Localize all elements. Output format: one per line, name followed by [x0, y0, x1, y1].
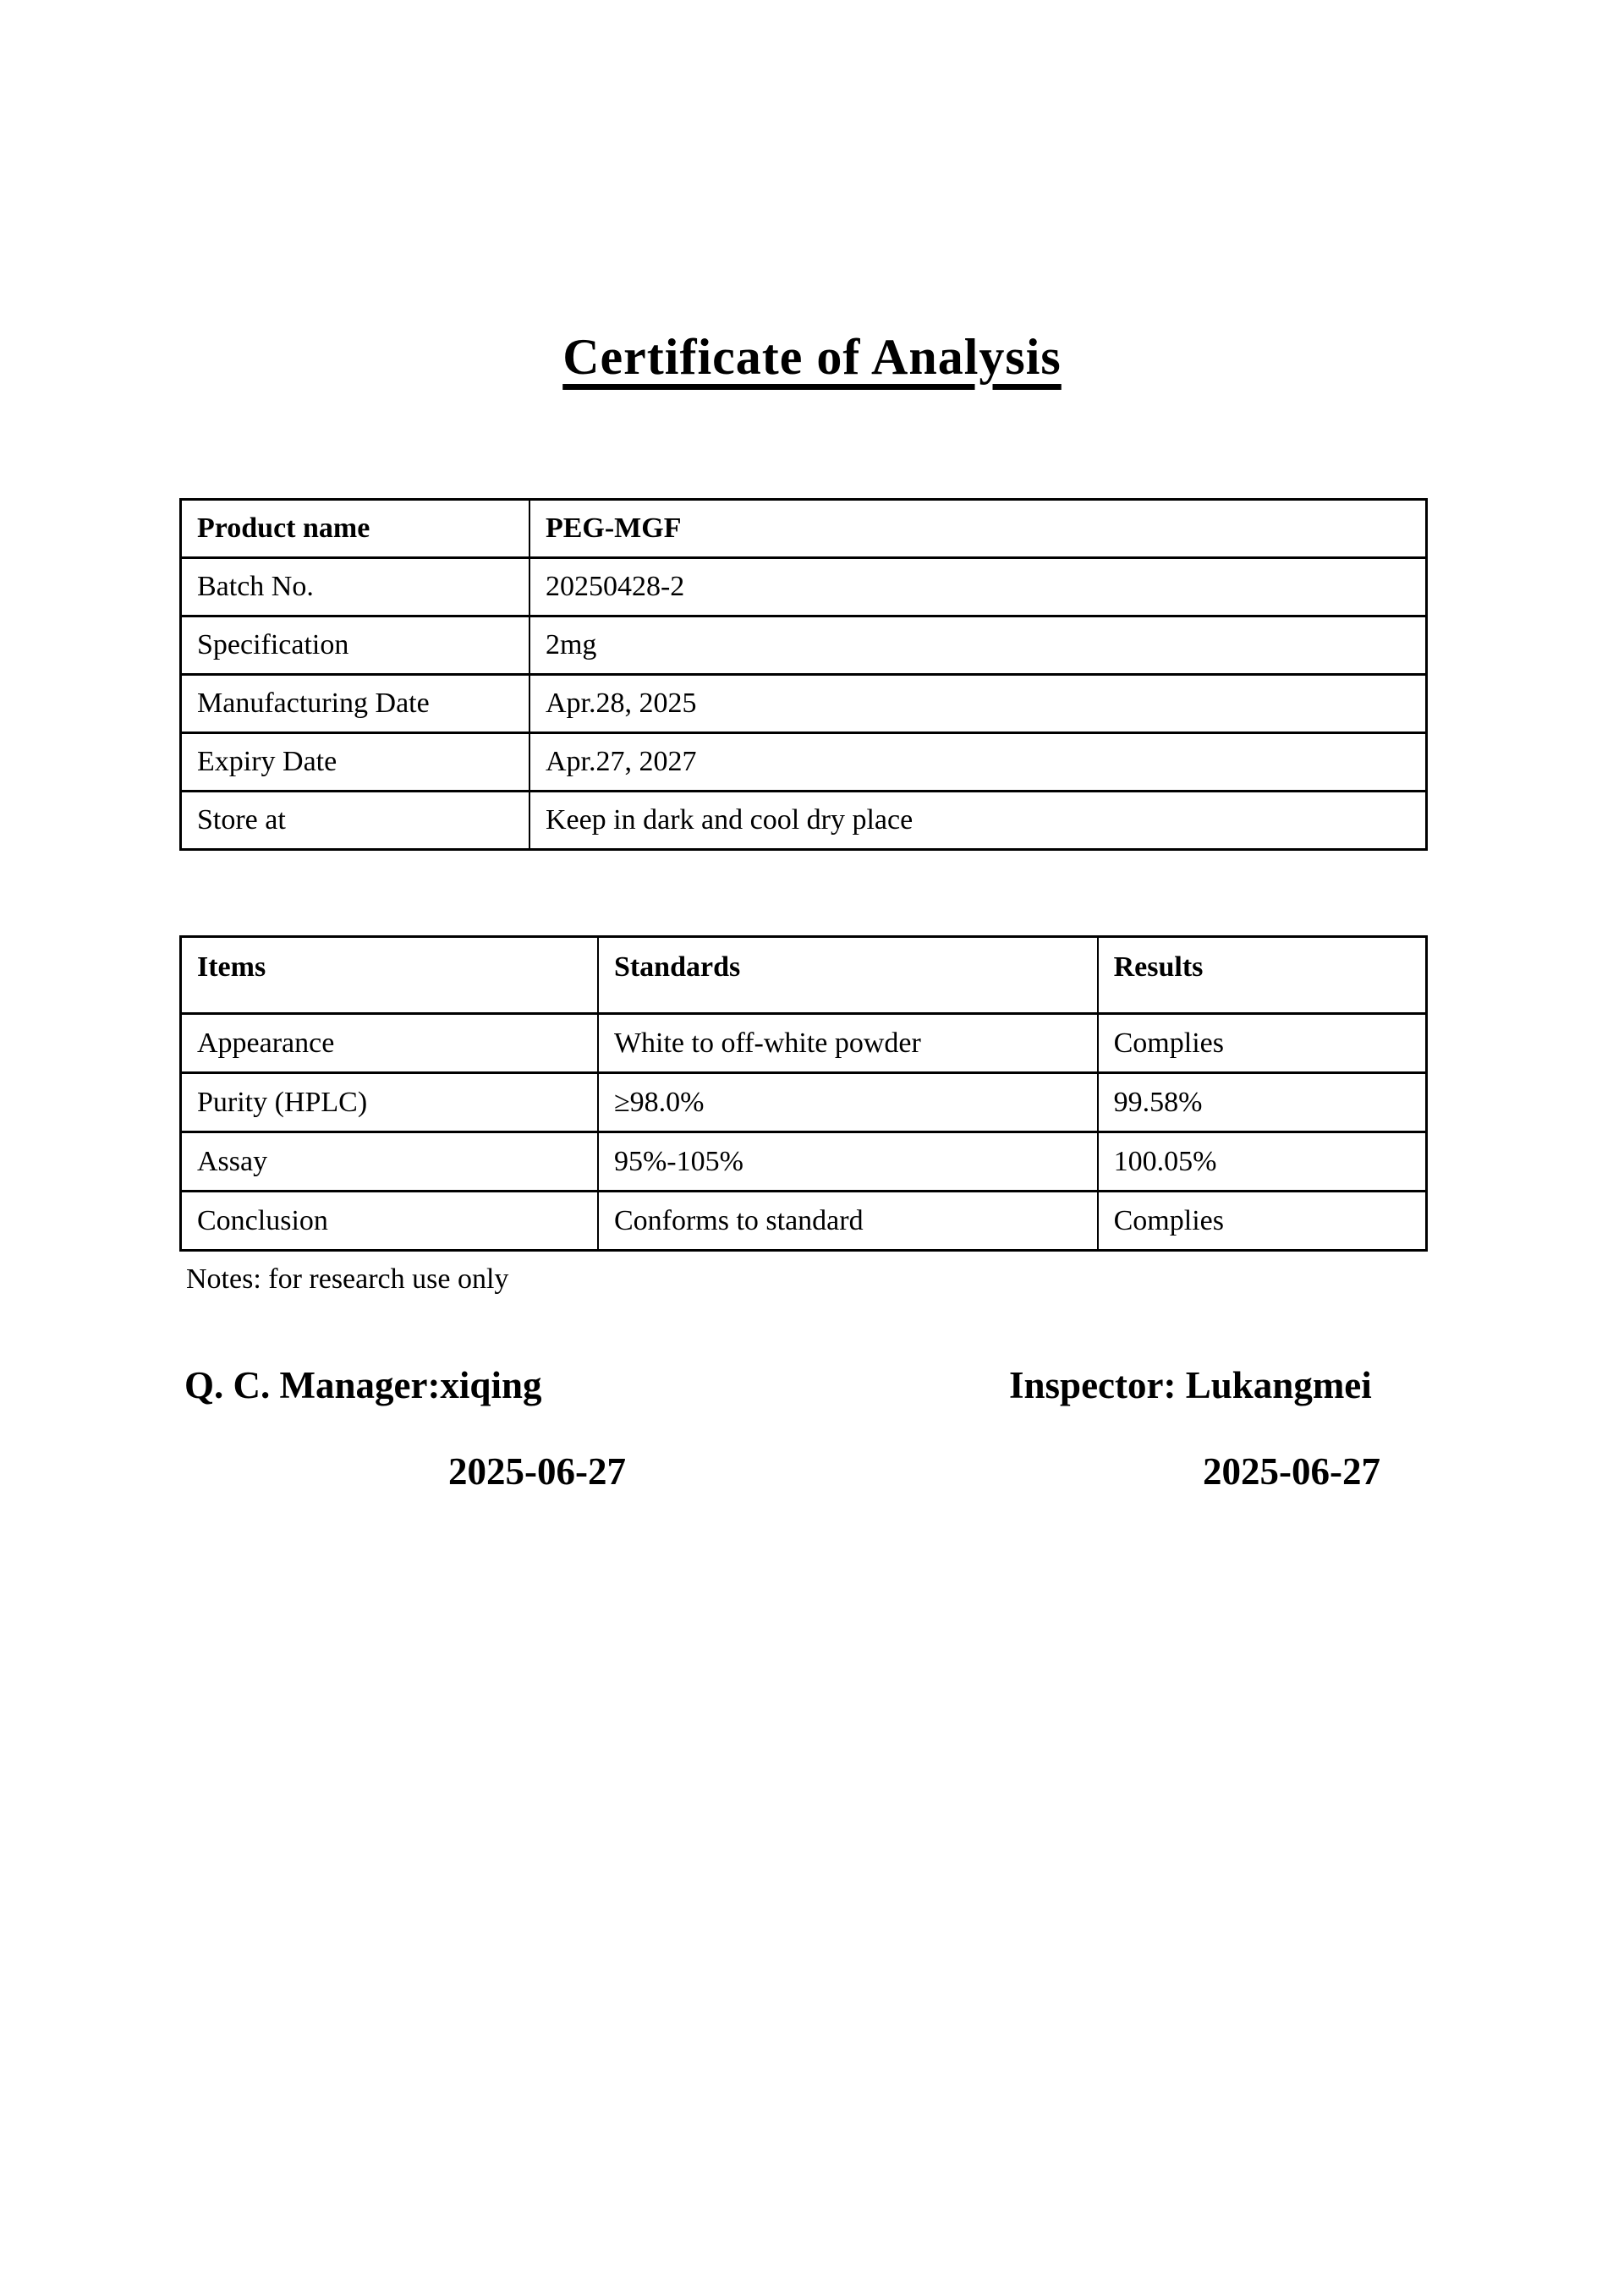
table-row — [181, 1014, 1427, 1073]
table-row — [181, 1192, 1427, 1251]
results-column-header: Results — [1098, 937, 1427, 1014]
table-row — [181, 675, 1427, 733]
specification-label: Specification — [181, 616, 529, 675]
inspector-date: 2025-06-27 — [1203, 1450, 1380, 1493]
conclusion-result: Complies — [1098, 1192, 1427, 1251]
expiry-date-label: Expiry Date — [181, 733, 529, 792]
conclusion-standard: Conforms to standard — [598, 1192, 1098, 1251]
assay-result: 100.05% — [1098, 1132, 1427, 1192]
store-at-value: Keep in dark and cool dry place — [529, 792, 1427, 850]
table-row — [181, 1132, 1427, 1192]
table-row — [181, 792, 1427, 850]
purity-standard: ≥98.0% — [598, 1073, 1098, 1132]
page-title: Certificate of Analysis — [562, 329, 1062, 385]
batch-no-label: Batch No. — [181, 558, 529, 616]
table-row — [181, 733, 1427, 792]
purity-result: 99.58% — [1098, 1073, 1427, 1132]
store-at-label: Store at — [181, 792, 529, 850]
notes-text: Notes: for research use only — [186, 1263, 509, 1295]
expiry-date-value: Apr.27, 2027 — [529, 733, 1427, 792]
appearance-standard: White to off-white powder — [598, 1014, 1098, 1073]
batch-no-value: 20250428-2 — [529, 558, 1427, 616]
table-row — [181, 500, 1427, 558]
manufacturing-date-label: Manufacturing Date — [181, 675, 529, 733]
standards-column-header: Standards — [598, 937, 1098, 1014]
table-header-row — [181, 937, 1427, 1014]
specification-value: 2mg — [529, 616, 1427, 675]
assay-item: Assay — [181, 1132, 598, 1192]
assay-standard: 95%-105% — [598, 1132, 1098, 1192]
product-info-table — [179, 498, 1428, 851]
items-column-header: Items — [181, 937, 598, 1014]
inspector-signature: Inspector: Lukangmei — [1009, 1364, 1372, 1406]
appearance-item: Appearance — [181, 1014, 598, 1073]
qc-manager-date: 2025-06-27 — [448, 1450, 626, 1493]
table-row — [181, 616, 1427, 675]
manufacturing-date-value: Apr.28, 2025 — [529, 675, 1427, 733]
product-name-label: Product name — [181, 500, 529, 558]
table-row — [181, 1073, 1427, 1132]
purity-item: Purity (HPLC) — [181, 1073, 598, 1132]
appearance-result: Complies — [1098, 1014, 1427, 1073]
product-name-value: PEG-MGF — [529, 500, 1427, 558]
table-row — [181, 558, 1427, 616]
test-results-table — [179, 935, 1428, 1252]
conclusion-item: Conclusion — [181, 1192, 598, 1251]
qc-manager-signature: Q. C. Manager:xiqing — [184, 1364, 542, 1406]
